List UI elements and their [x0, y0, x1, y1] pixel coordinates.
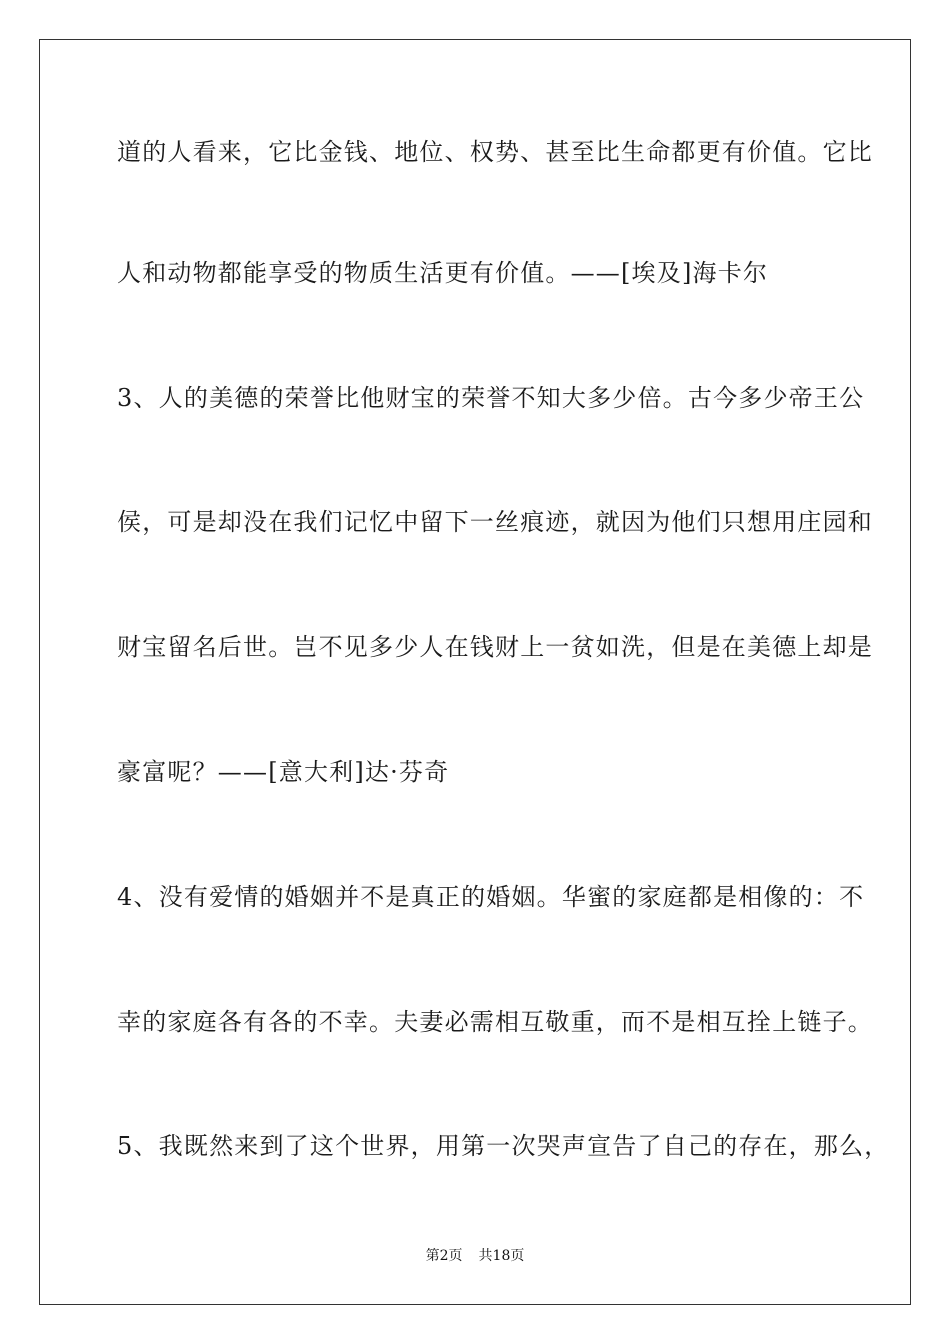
page-number: 第2页 [425, 1248, 463, 1264]
text-line: 侯，可是却没在我们记忆中留下一丝痕迹，就因为他们只想用庄园和 [117, 508, 873, 536]
text-line: 4、没有爱情的婚姻并不是真正的婚姻。华蜜的家庭都是相像的：不 [117, 883, 865, 911]
text-line: 财宝留名后世。岂不见多少人在钱财上一贫如洗，但是在美德上却是 [117, 633, 873, 661]
page-total: 共18页 [478, 1248, 525, 1264]
text-line: 豪富呢？——[意大利]达·芬奇 [117, 758, 450, 786]
page-footer [0, 1247, 950, 1265]
text-line: 3、人的美德的荣誉比他财宝的荣誉不知大多少倍。古今多少帝王公 [117, 384, 865, 412]
text-line: 5、我既然来到了这个世界，用第一次哭声宣告了自己的存在，那么， [117, 1132, 890, 1160]
text-line: 道的人看来，它比金钱、地位、权势、甚至比生命都更有价值。它比 [117, 138, 873, 166]
page-border [39, 39, 911, 1305]
text-line: 人和动物都能享受的物质生活更有价值。——[埃及]海卡尔 [117, 259, 769, 287]
text-line: 幸的家庭各有各的不幸。夫妻必需相互敬重，而不是相互拴上链子。 [117, 1008, 873, 1036]
